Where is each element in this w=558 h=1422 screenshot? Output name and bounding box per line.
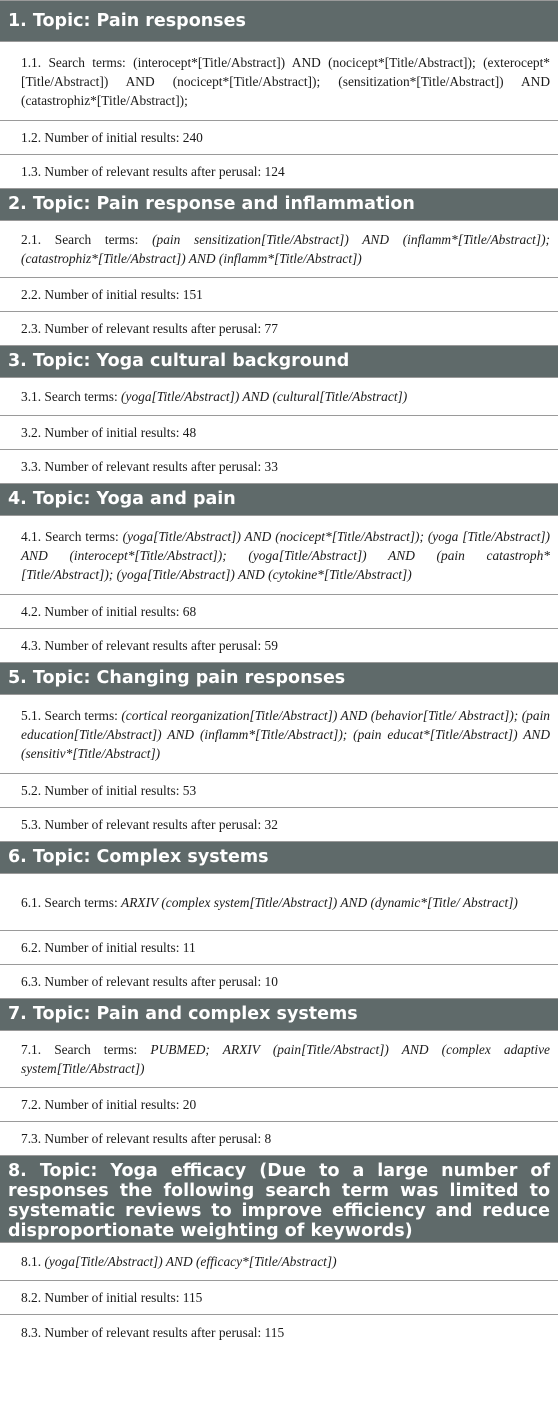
search-terms-label: 7.1. Search terms: [21, 1042, 138, 1057]
search-terms-row [0, 42, 558, 121]
search-terms-value: (pain sensitization[Title/Abstract]) AND (inflamm*[Title/Abstract]); (catastrophiz*[Title/Abstract]) AND (inflamm*[Title/Abstract]) [21, 232, 550, 266]
search-terms-value: PUBMED; ARXIV (pain[Title/Abstract]) AND (complex adaptive system[Title/Abstract]) [21, 1042, 550, 1076]
search-terms-value: (yoga[Title/Abstract]) AND (nocicept*[Title/Abstract]); (yoga [Title/Abstract]) AND (interocept*[Title/Abstract]); (yoga[Title/Abstract]) AND (pain catastroph*[Title/Abstract]); (yoga[Title/Abstract]) AND (cytokine*[Title/Abstract]) [21, 528, 551, 582]
relevant-results-text: 5.3. Number of relevant results after perusal: 32 [21, 817, 278, 832]
search-terms-row [0, 1243, 558, 1281]
initial-results-row [0, 121, 558, 155]
topic-header: 7. Topic: Pain and complex systems [0, 999, 558, 1031]
relevant-results-text: 1.3. Number of relevant results after perusal: 124 [21, 164, 285, 179]
relevant-results-row [0, 965, 558, 999]
relevant-results-row [0, 450, 558, 484]
topic-header: 4. Topic: Yoga and pain [0, 484, 558, 516]
search-terms-value: ARXIV (complex system[Title/Abstract]) AND (dynamic*[Title/ Abstract]) [121, 894, 518, 910]
search-terms-row [0, 221, 558, 278]
relevant-results-row [0, 155, 558, 189]
initial-results-text: 4.2. Number of initial results: 68 [21, 604, 197, 619]
search-terms-row [0, 695, 558, 774]
initial-results-text: 2.2. Number of initial results: 151 [21, 287, 203, 302]
relevant-results-text: 4.3. Number of relevant results after perusal: 59 [21, 638, 278, 653]
initial-results-row [0, 931, 558, 965]
initial-results-row [0, 278, 558, 312]
initial-results-text: 8.2. Number of initial results: 115 [21, 1290, 203, 1305]
topic-header: 2. Topic: Pain response and inflammation [0, 189, 558, 221]
search-terms-label: 1.1. Search terms: [21, 54, 126, 70]
initial-results-text: 1.2. Number of initial results: 240 [21, 130, 203, 145]
initial-results-row [0, 774, 558, 808]
search-terms-value: (yoga[Title/Abstract]) AND (cultural[Title/Abstract]) [121, 389, 408, 404]
relevant-results-text: 6.3. Number of relevant results after perusal: 10 [21, 974, 278, 989]
search-terms-label: 6.1. Search terms: [21, 894, 118, 910]
search-terms-value: (cortical reorganization[Title/Abstract]) AND (behavior[Title/ Abstract]); (pain education[Title/Abstract]) AND (inflamm*[Title/Abstract]); (pain educat*[Title/Abstract]) AND (sensitiv*[Title/Abstract]) [21, 707, 550, 761]
relevant-results-text: 2.3. Number of relevant results after perusal: 77 [21, 321, 278, 336]
search-terms-label: 4.1. Search terms: [21, 528, 119, 544]
topic-header: 8. Topic: Yoga efficacy (Due to a large number of responses the following search term was limited to systematic reviews to improve efficiency and reduce disproportionate weighting of keywords) [0, 1156, 558, 1243]
initial-results-row [0, 1281, 558, 1315]
initial-results-row [0, 1088, 558, 1122]
search-terms-value: (interocept*[Title/Abstract]) AND (nocicept*[Title/Abstract]); (exterocept*[Title/Abstract]) AND (nocicept*[Title/Abstract]); (sensitization*[Title/Abstract]) AND (catastrophiz*[Title/Abstract]); [21, 54, 550, 108]
relevant-results-text: 8.3. Number of relevant results after perusal: 115 [21, 1324, 285, 1340]
search-terms-label: 8.1. [21, 1254, 42, 1269]
topic-header: 6. Topic: Complex systems [0, 842, 558, 874]
initial-results-row [0, 416, 558, 450]
search-terms-row [0, 378, 558, 416]
topic-header: 1. Topic: Pain responses [0, 1, 558, 42]
relevant-results-row [0, 629, 558, 663]
topic-header: 5. Topic: Changing pain responses [0, 663, 558, 695]
search-terms-label: 2.1. Search terms: [21, 232, 139, 247]
initial-results-text: 7.2. Number of initial results: 20 [21, 1097, 197, 1112]
relevant-results-row [0, 1315, 558, 1349]
relevant-results-text: 3.3. Number of relevant results after perusal: 33 [21, 459, 278, 474]
initial-results-text: 6.2. Number of initial results: 11 [21, 940, 196, 955]
initial-results-text: 3.2. Number of initial results: 48 [21, 425, 197, 440]
search-terms-label: 3.1. Search terms: [21, 389, 118, 404]
search-terms-row [0, 1031, 558, 1088]
initial-results-text: 5.2. Number of initial results: 53 [21, 783, 197, 798]
search-terms-label: 5.1. Search terms: [21, 707, 118, 723]
search-terms-row [0, 874, 558, 931]
search-terms-row [0, 516, 558, 595]
relevant-results-text: 7.3. Number of relevant results after perusal: 8 [21, 1131, 272, 1146]
relevant-results-row [0, 808, 558, 842]
search-terms-value: (yoga[Title/Abstract]) AND (efficacy*[Title/Abstract]) [44, 1254, 337, 1269]
topic-header: 3. Topic: Yoga cultural background [0, 346, 558, 378]
relevant-results-row [0, 312, 558, 346]
initial-results-row [0, 595, 558, 629]
relevant-results-row [0, 1122, 558, 1156]
